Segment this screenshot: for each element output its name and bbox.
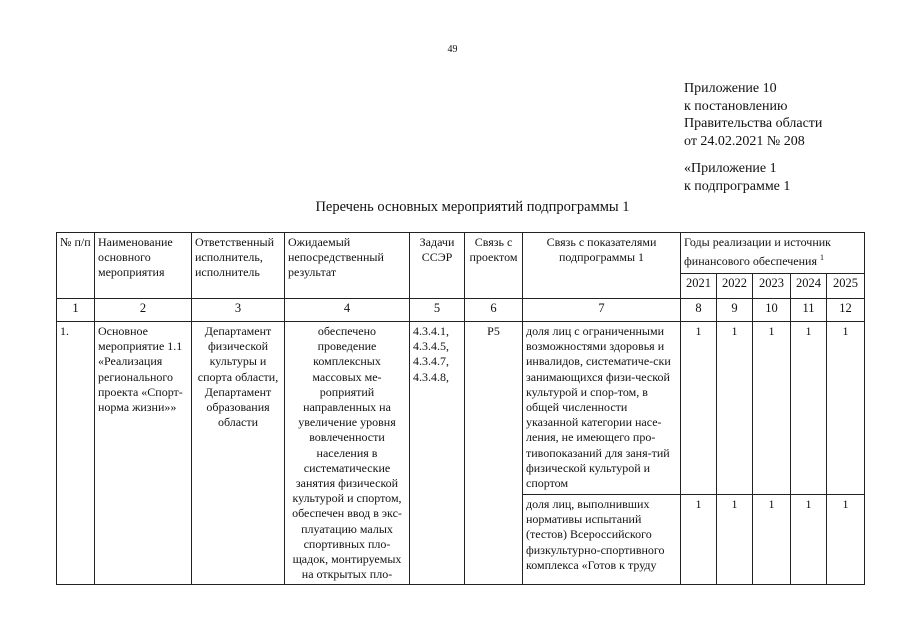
header-cell: Наименование основного мероприятия: [95, 233, 192, 299]
year-cell: 2021: [681, 274, 717, 299]
measure-name: Основное мероприятие 1.1 «Реализация регионального проекта «Спорт-норма жизни»»: [95, 322, 192, 585]
row-number: 1.: [57, 322, 95, 585]
header-cell: Задачи ССЭР: [410, 233, 465, 299]
indicator-text: доля лиц с ограниченными возможностями здоровья и инвалидов, систематиче-ски занимающихся физи-ческой культурой и спор-том, в общей численности указанной категории насе-ления, не имеющего про-тивопоказаний для заня-тий физической культурой и спортом: [523, 322, 681, 495]
document-title: Перечень основных мероприятий подпрограммы 1: [315, 199, 630, 215]
header-cell: № п/п: [57, 233, 95, 299]
column-number: 8: [681, 299, 717, 322]
ssed-tasks: 4.3.4.1, 4.3.4.5, 4.3.4.7, 4.3.4.8,: [410, 322, 465, 585]
appendix-line: к постановлению: [684, 98, 788, 114]
header-cell: Связь с проектом: [465, 233, 523, 299]
appendix-line: Правительства области: [684, 116, 823, 131]
header-years-group: [681, 233, 865, 274]
header-cell: Ответственный исполнитель, исполнитель: [192, 233, 285, 299]
indicator-text: доля лиц, выполнивших нормативы испытаний (тестов) Всероссийского физкультурно-спортивного комплекса «Готов к труду: [523, 495, 681, 585]
executor: Департамент физической культуры и спорта области, Департамент образования области: [192, 322, 285, 585]
indicator-value: 1: [791, 322, 827, 495]
subappendix-line: «Приложение 1: [684, 161, 777, 176]
header-cell: Ожидаемый непосредственный результат: [285, 233, 410, 299]
table-row: [57, 322, 865, 495]
year-cell: 2024: [791, 274, 827, 299]
year-cell: 2023: [753, 274, 791, 299]
page-number: 49: [447, 44, 458, 55]
footnote-mark: 1: [819, 253, 824, 263]
year-cell: 2022: [717, 274, 753, 299]
years-group-label: Годы реализации и источник финансового обеспечения: [684, 235, 832, 269]
indicator-value: 1: [753, 495, 791, 585]
measures-table: [56, 232, 865, 585]
year-cell: 2025: [827, 274, 865, 299]
indicator-value: 1: [827, 495, 865, 585]
indicator-value: 1: [681, 322, 717, 495]
indicator-value: 1: [681, 495, 717, 585]
column-number: 1: [57, 299, 95, 322]
expected-result: обеспечено проведение комплексных массовых ме-роприятий направленных на увеличение уровня вовлеченности населения в систематические занятия физической культурой и спортом, обеспечен ввод в экс-плуатацию малых спортивных пло-щадок, монтируемых на открытых пло-: [285, 322, 410, 585]
indicator-value: 1: [753, 322, 791, 495]
column-number: 2: [95, 299, 192, 322]
subappendix-block: [684, 160, 790, 195]
column-number: 3: [192, 299, 285, 322]
indicator-value: 1: [717, 322, 753, 495]
column-number: 12: [827, 299, 865, 322]
column-number: 7: [523, 299, 681, 322]
column-number: 9: [717, 299, 753, 322]
indicator-value: 1: [827, 322, 865, 495]
column-number: 10: [753, 299, 791, 322]
column-number: 6: [465, 299, 523, 322]
appendix-line: Приложение 10: [684, 81, 777, 96]
appendix-block: [684, 80, 822, 150]
project-link: Р5: [465, 322, 523, 585]
appendix-line: от 24.02.2021 № 208: [684, 133, 805, 149]
indicator-value: 1: [791, 495, 827, 585]
column-number: 11: [791, 299, 827, 322]
column-number-row: [57, 299, 865, 322]
column-number: 5: [410, 299, 465, 322]
subappendix-line: к подпрограмме 1: [684, 178, 791, 194]
header-cell: Связь с показателями подпрограммы 1: [523, 233, 681, 299]
column-number: 4: [285, 299, 410, 322]
table-header-row: [57, 233, 865, 274]
indicator-value: 1: [717, 495, 753, 585]
